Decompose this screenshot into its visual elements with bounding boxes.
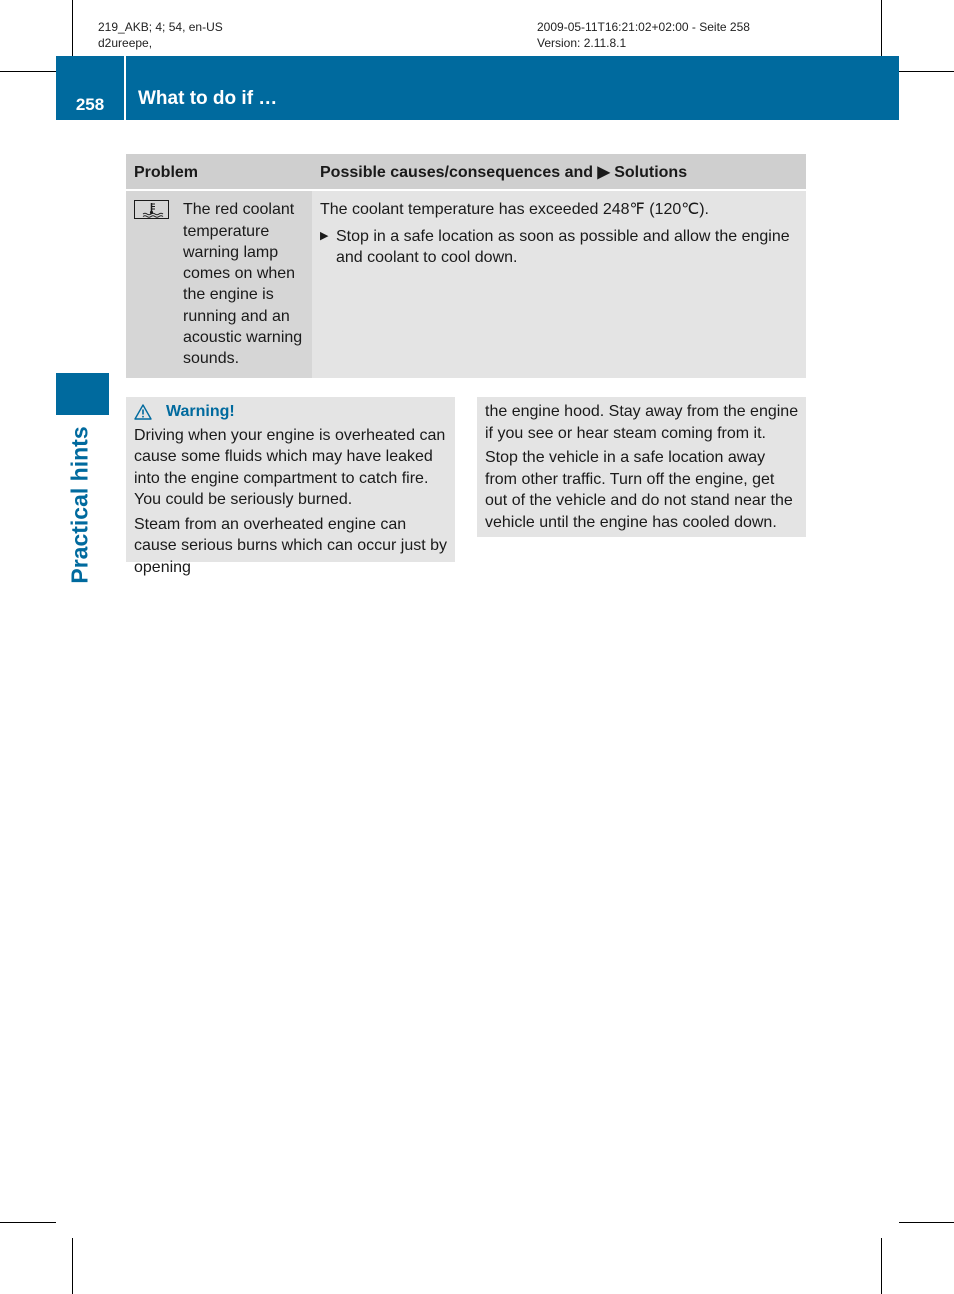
crop-mark (72, 0, 73, 56)
section-title: What to do if … (138, 88, 278, 109)
print-meta-line: 2009-05-11T16:21:02+02:00 - Seite 258 (537, 20, 750, 34)
crop-mark (899, 1222, 954, 1223)
column-header-solutions: Possible causes/consequences and ▶ Solutions (312, 154, 806, 190)
page-number-text: 258 (75, 95, 105, 114)
column-header-problem: Problem (126, 154, 312, 190)
side-tab-label: Practical hints (66, 426, 93, 584)
solution-text: Stop in a safe location as soon as possible and allow the engine and coolant to cool down. (336, 227, 790, 266)
page-number (56, 56, 124, 120)
arrow-bullet-icon: ▶ (320, 229, 329, 242)
problem-text: The red coolant temperature warning lamp comes on when the engine is running and an acoustic warning sounds. (183, 201, 303, 368)
solution-item (320, 226, 798, 269)
crop-mark (72, 1238, 73, 1294)
problem-cell (126, 190, 312, 377)
warning-title: Warning! (166, 403, 235, 420)
warning-box (126, 397, 455, 576)
warning-header (134, 401, 448, 423)
warning-triangle-icon (134, 404, 152, 420)
solution-cell (312, 190, 806, 377)
crop-mark (881, 0, 882, 56)
warning-continuation-box (477, 397, 806, 537)
crop-mark (0, 71, 56, 72)
crop-mark (899, 71, 954, 72)
problem-table (126, 154, 806, 378)
crop-mark (0, 1222, 56, 1223)
header-divider (124, 56, 126, 120)
warning-paragraph: Stop the vehicle in a safe location away from other traffic. Turn off the engine, get out of the vehicle and do not stand near the vehicle until the engine has cooled down. (485, 449, 793, 531)
print-meta-line: 219_AKB; 4; 54, en-US (98, 20, 223, 34)
table-row (126, 190, 806, 377)
print-meta-line: Version: 2.11.8.1 (537, 36, 627, 50)
warning-paragraph: Steam from an overheated engine can cause serious burns which can occur just by opening (134, 515, 448, 576)
table-header-row (126, 154, 806, 190)
print-meta-line: d2ureepe, (98, 36, 153, 50)
coolant-temperature-icon (134, 199, 169, 219)
cause-text: The coolant temperature has exceeded 248℉ (120℃). (320, 201, 709, 219)
warning-paragraph: Driving when your engine is overheated can cause some fluids which may have leaked into the engine compartment to catch fire. You could be seriously burned. (134, 426, 446, 508)
warning-paragraph: the engine hood. Stay away from the engine if you see or hear steam coming from it. (485, 403, 799, 442)
side-tab-marker (56, 373, 109, 415)
print-meta-right (537, 19, 750, 51)
print-meta-left (98, 19, 223, 51)
crop-mark (881, 1238, 882, 1294)
